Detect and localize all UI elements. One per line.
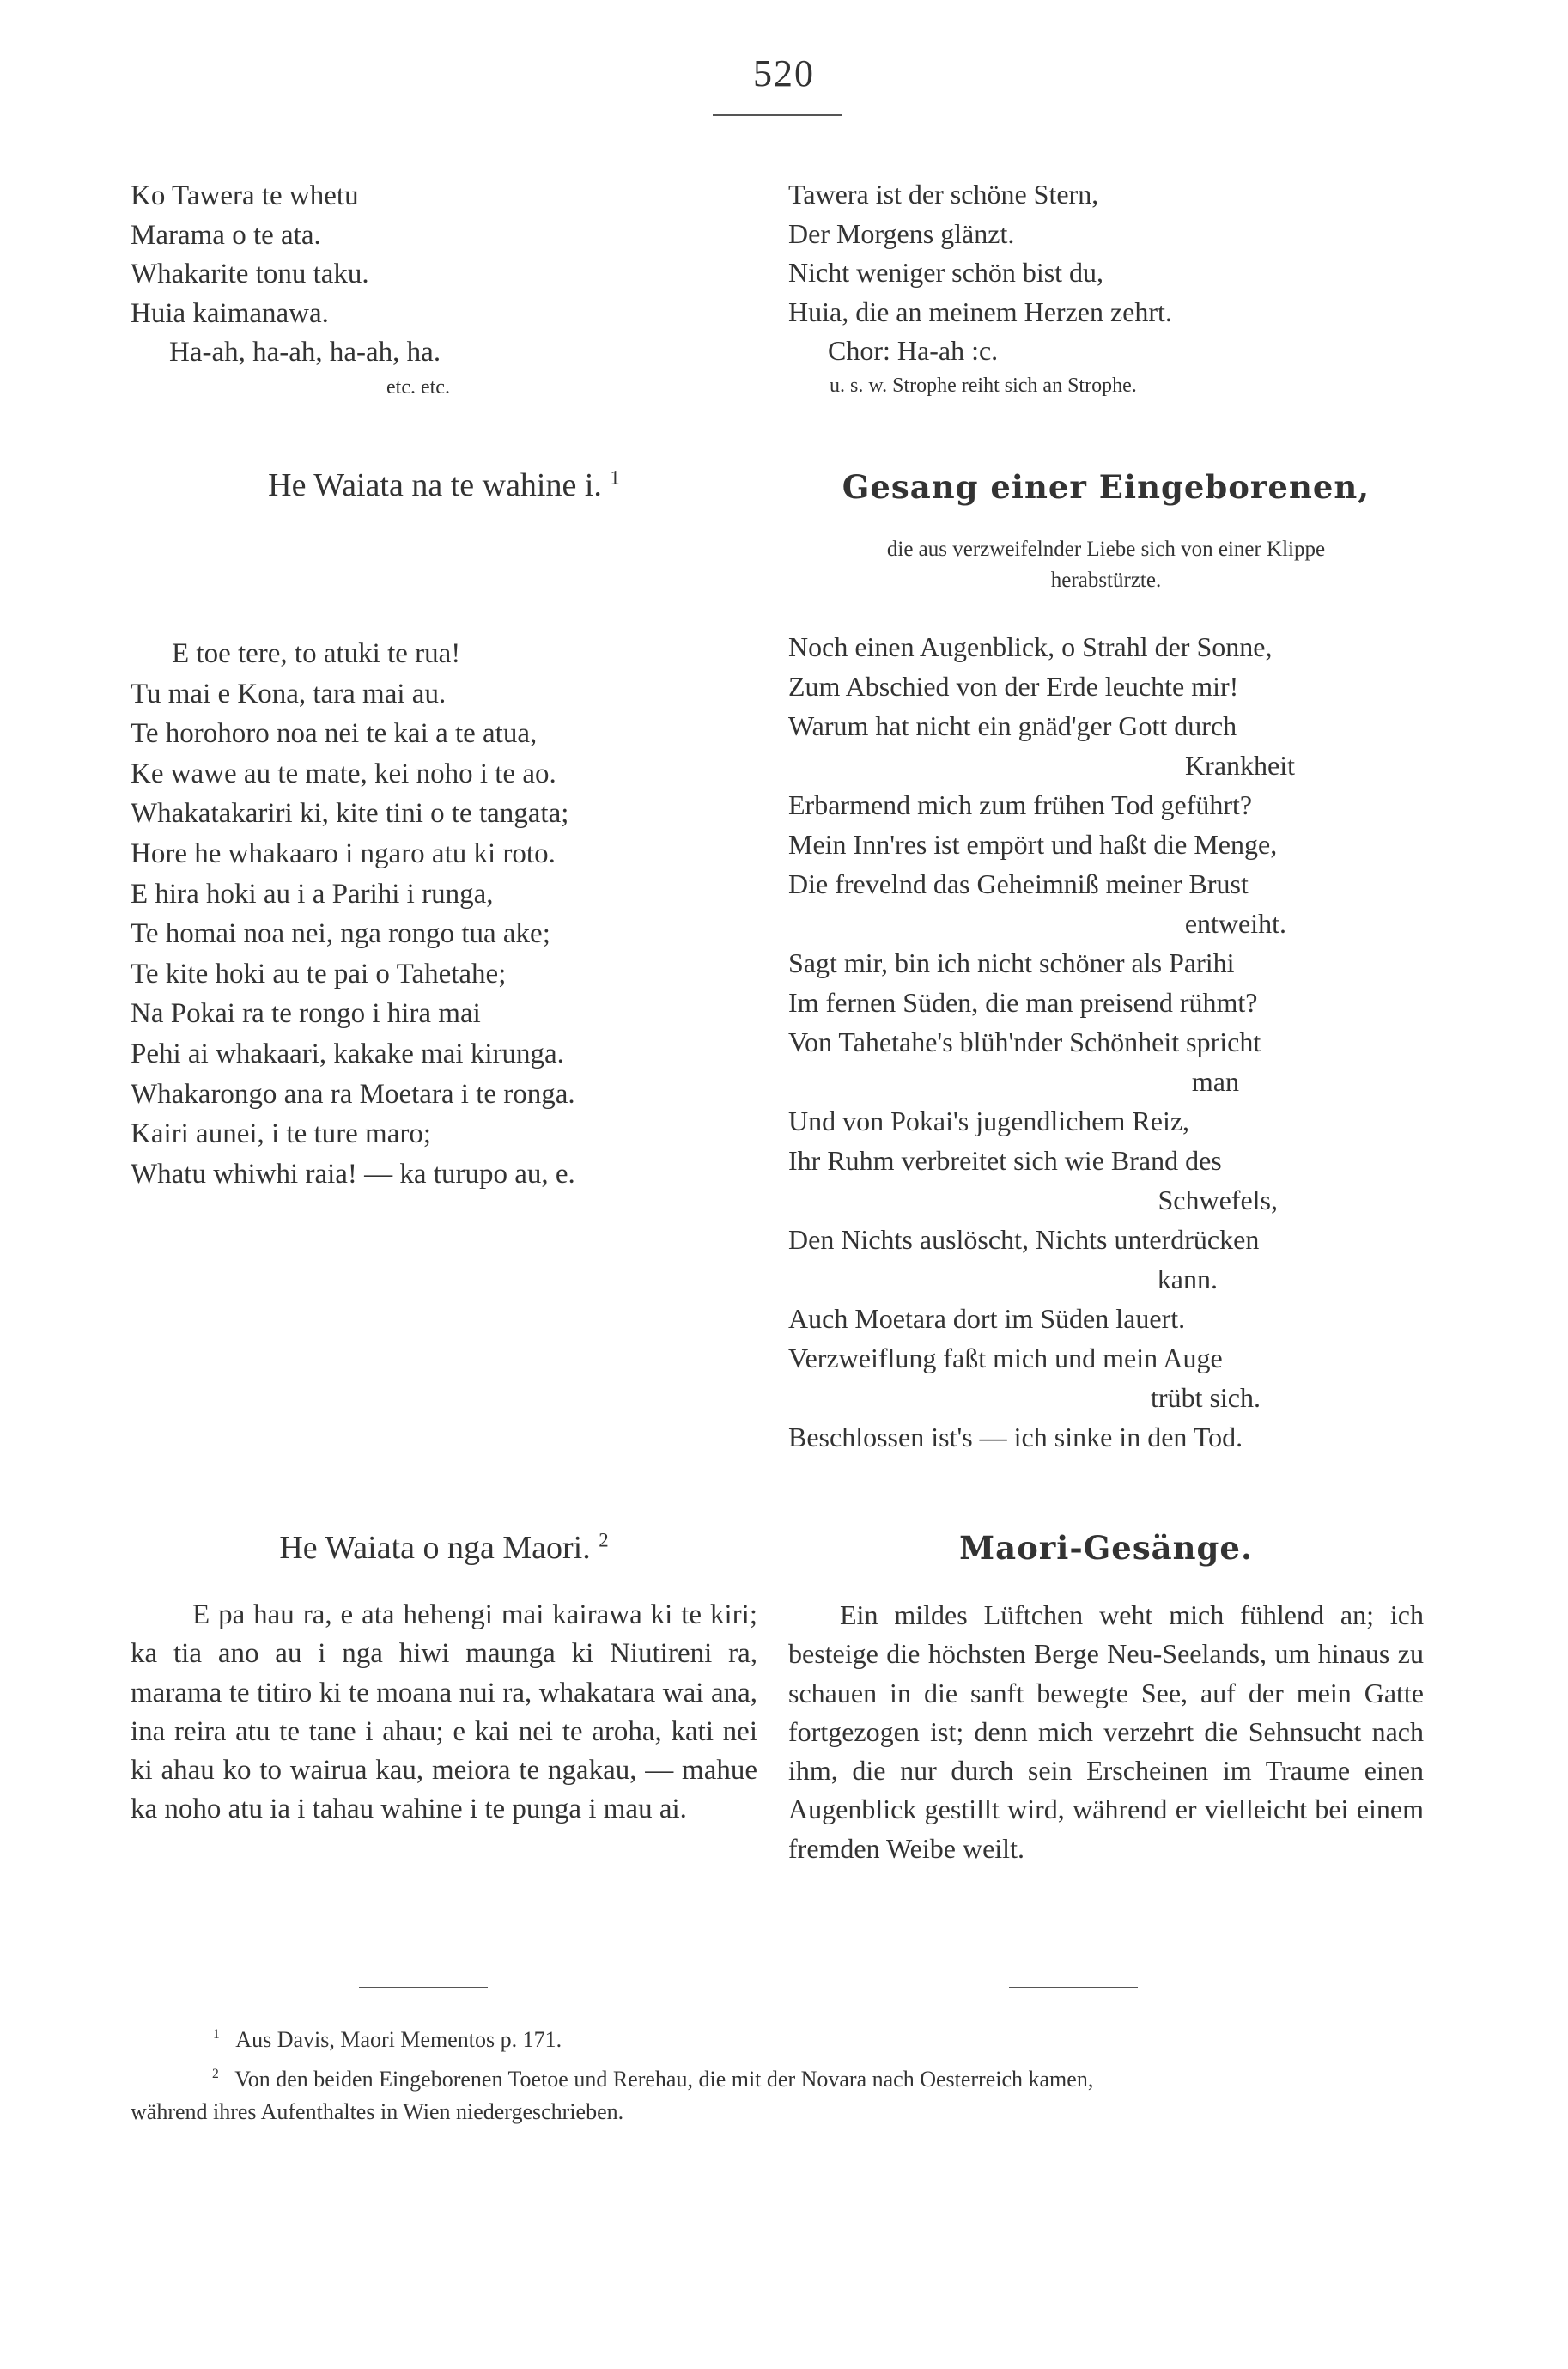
verse-line: Kairi aunei, i te ture maro; [131,1118,432,1150]
verse-line: Die frevelnd das Geheimniß meiner Brust [788,868,1249,899]
verse-line: Whakatakariri ki, kite tini o te tangata; [131,798,569,830]
verse-line: Whakarongo ana ra Moetara i te ronga. [131,1078,575,1110]
verse-line: Hore he whakaaro i ngaro atu ki roto. [131,837,556,869]
verse-line: Mein Inn'res ist empört und haßt die Menge, [788,829,1278,860]
etc-note: etc. etc. [386,375,450,399]
footnote-mark: 1 [213,2027,220,2042]
song1-title [131,466,757,504]
chorus-line: Ha-ah, ha-ah, ha-ah, ha. [169,337,441,368]
verse-line: Tawera ist der schöne Stern, [788,179,1099,210]
footnote-ref: 2 [599,1529,609,1551]
song2-title [131,1529,757,1567]
verse-line: Te kite hoki au te pai o Tahetahe; [131,958,507,990]
footnote-mark: 2 [212,2067,219,2081]
verse-line: Te homai noa nei, nga rongo tua ake; [131,918,550,950]
verse-line-continuation: entweiht. [1184,908,1286,939]
verse-line: Na Pokai ra te rongo i hira mai [131,998,481,1030]
verse-line: Im fernen Süden, die man preisend rühmt? [788,987,1258,1018]
footnote-line: während ihres Aufenthaltes in Wien niedergeschrieben. [131,2098,624,2124]
verse-line: Und von Pokai's jugendlichem Reiz, [788,1105,1190,1136]
verse-line: Ko Tawera te whetu [131,180,359,211]
verse-line-continuation: trübt sich. [1151,1382,1261,1413]
etc-note: u. s. w. Strophe reiht sich an Strophe. [830,374,1137,397]
footnote-rule-right [1009,1987,1138,1988]
verse-line: Whakarite tonu taku. [131,259,369,289]
song1-maori-text [131,634,757,1194]
verse-line: Tu mai e Kona, tara mai au. [131,678,447,709]
footnote-rule-left [359,1987,488,1988]
verse-line: Der Morgens glänzt. [788,217,1015,249]
verse-line: Huia, die an meinem Herzen zehrt. [788,295,1172,327]
verse-line: E toe tere, to atuki te rua! [172,638,461,669]
verse-line: Den Nichts auslöscht, Nichts unterdrücken [788,1224,1260,1255]
header-rule [713,114,842,116]
footnote-2 [131,2058,1427,2128]
song1-german-text [788,627,1424,1457]
verse-line-continuation: Krankheit [1185,750,1295,781]
song2-title-text: He Waiata o nga Maori. [279,1530,591,1566]
verse-line: Nicht weniger schön bist du, [788,257,1104,288]
song1-german-subtitle [788,534,1424,596]
verse-line: Beschlossen ist's — ich sinke in den Tod. [788,1422,1243,1452]
verse-line: Whatu whiwhi raia! — ka turupo au, e. [131,1158,575,1190]
verse-line: E hira hoki au i a Parihi i runga, [131,878,494,910]
verse-line: Marama o te ata. [131,219,321,251]
verse-line: Erbarmend mich zum frühen Tod geführt? [788,789,1253,820]
song2-german-title: Maori-Gesänge. [959,1529,1253,1567]
subtitle-line: die aus verzweifelnder Liebe sich von einer Klippe [886,538,1326,561]
verse-line: Zum Abschied von der Erde leuchte mir! [788,671,1239,702]
verse-line: Auch Moetara dort im Süden lauert. [788,1303,1186,1334]
footnote-text: Von den beiden Eingeborenen Toetoe und Rerehau, die mit der Novara nach Oesterreich kamen, [234,2066,1094,2092]
verse-line: Warum hat nicht ein gnäd'ger Gott durch [788,710,1237,741]
verse-line: Ke wawe au te mate, kei noho i te ao. [131,758,556,789]
chorus-line: Chor: Ha-ah :c. [828,335,999,366]
song-continuation-german [788,175,1424,400]
song1-title-text: He Waiata na te wahine i. [268,467,602,503]
song1-german-title: Gesang einer Eingeborenen, [842,468,1370,506]
subtitle-line: herabstürzte. [1050,569,1162,592]
verse-line: Pehi ai whakaari, kakake mai kirunga. [131,1038,564,1069]
song2-maori-prose: E pa hau ra, e ata hehengi mai kairawa ki te kiri; ka tia ano au i nga hiwi maunga ki Niutireni ra, marama te titiro ki te moana nui ra, whakatara wai ana, ina reira atu te tane i ahau; e kai nei te aroha, kati nei ki ahau ko to wairua kau, meiora te ngakau, — mahue ka noho atu ia i tahau wahine i te punga i mau ai. [131,1599,757,1825]
footnote-line [131,2058,1427,2096]
verse-line: Ihr Ruhm verbreitet sich wie Brand des [788,1145,1222,1176]
song-continuation-maori [131,177,757,402]
footnote-text: Aus Davis, Maori Mementos p. 171. [235,2026,562,2052]
footnote-1 [213,2019,562,2056]
page-number: 520 [753,52,815,94]
verse-line: Verzweiflung faßt mich und mein Auge [788,1343,1223,1373]
verse-line: Noch einen Augenblick, o Strahl der Sonne, [788,631,1273,662]
verse-line: Von Tahetahe's blüh'nder Schönheit spricht [788,1026,1261,1057]
verse-line-continuation: Schwefels, [1158,1184,1278,1215]
verse-line: Sagt mir, bin ich nicht schöner als Parihi [788,947,1235,978]
verse-line: Huia kaimanawa. [131,297,329,329]
song2-german-prose: Ein mildes Lüftchen weht mich fühlend an; ich besteige die höchsten Berge Neu-Seelands, um hinaus zu schauen in die sanft bewegte See, auf der mein Gatte fortgezogen ist; denn mich verzehrt die Sehnsucht nach ihm, die nur durch sein Erscheinen im Traume einen Augenblick gestillt wird, während er vielleicht bei einem fremden Weibe weilt. [788,1599,1424,1864]
verse-line-continuation: kann. [1157,1264,1218,1294]
footnote-ref: 1 [610,466,620,489]
verse-line: Te horohoro noa nei te kai a te atua, [131,718,538,750]
verse-line-continuation: man [1191,1066,1239,1097]
